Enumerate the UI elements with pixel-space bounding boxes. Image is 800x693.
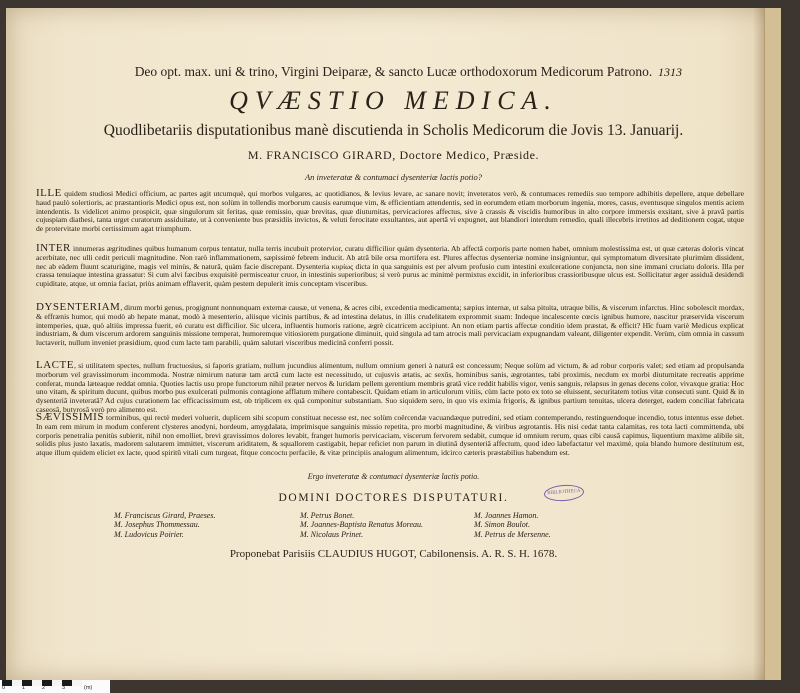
- paragraph-3: [36, 303, 744, 348]
- paragraph-initial: DYSENTERIAM: [36, 301, 121, 313]
- paragraph-2: [36, 244, 744, 289]
- paragraph-5: [36, 413, 744, 458]
- paragraph-4: [36, 361, 744, 415]
- ruler-label: (m): [84, 685, 93, 691]
- subtitle: Quodlibetariis disputationibus manè discutienda in Scholis Medicorum die Jovis 13. Januarij.: [103, 122, 684, 139]
- document-page: [6, 8, 781, 680]
- paragraph-initial: INTER: [36, 242, 71, 254]
- ruler-label: 3: [62, 685, 66, 691]
- dedication-line: Deo opt. max. uni & trino, Virgini Deiparæ, & sancto Lucæ orthodoxorum Medicorum Patrono.: [134, 64, 653, 79]
- doctor-name: M. Simon Boulot.: [474, 520, 530, 530]
- paragraph-text: , si utilitatem spectes, nullum fructuosius, si faporis gratiam, nullum jucundius alimentum, nullum omnium generi à naturâ est concessum; Neque solùm ad victum, & ad robur corporis valet; sed etiam ad propulsanda morborum vel gravissimorum incommoda. Nostræ nimirum naturæ tam arctâ cum lacte est necessitudo, ut cujusvis ætatis, ac sexûs, hominibus sanis, ægrotantes, tabi proximis, necdum ex morbi diuturnitate recreatis apprime conferat, munda læteaque reddat omnia. Quoties lactis usu prope functorum nihil præter nervos & luridam pellem gerentium membris gratâ vice reddit habilis vigor, venis sanguis, relapsus in genas decens color, vivaxque gratia: Hoc uno vitam, & spiritum ducunt, quibus morbo pus exulcerati pulmonis contagione afflatum mihere contabescit. Quidam etiam in articulorum vitiis, cùm lacte poto ex toto se eluissent, securitatem totius vitæ consecuti sunt. Quid & in dysenteriâ inveteratâ? Ad cujus curationem lac efficacissimum est, ob triplicem ex quâ componitur substantiam. Suo siquidem sero, in quo vis eximia frigoris, & ignibus partium tenuitas, ulcera deterget, eadem conciliat fabricata caseosâ, butyrosâ verò pro alimento est.: [36, 361, 744, 414]
- paragraph-initial: ILLE: [36, 187, 62, 199]
- proponebat-line: Proponebat Parisiis CLAUDIUS HUGOT, Cabilonensis. A. R. S. H. 1678.: [229, 548, 558, 560]
- doctor-name: M. Joannes Hamon.: [474, 511, 539, 520]
- doctor-name: M. Nicolaus Prinet.: [300, 529, 364, 539]
- conclusion-line: Ergo inveteratæ & contumaci dysenteriæ lactis potio.: [307, 472, 480, 481]
- paragraph-text: torminibus, qui rectè mederi voluerit, duplicem sibi scopum constituat necesse est, nec solùm coërcendæ vacuandæque putredini, sed etiam contemperando, restinguendoque incendio, totus intentus esse debet. In eam rem mirum in modum conferent clysteres anodyni, hordeum, amygdalata, imprimisque sanguinis missio repetita, pro morbi magnitudine, & viribus ægrotantis. His nisi cedat tanta calamitas, res tota lacti committenda, ubi corporis penetralia penitùs subierit, nihil non emolliet, brevi gravissimos dolores levabit, franget humoris pervicaciam, viscerum fervorem sedabit, cumque id omnium rerum, quas cibi causâ capimus, liquentium maxime alibile sit, solidis plus justo laxatis, madorem salutarem immittet, viscerum ariditatem, & squallorem castigabit, hepar reficiet non parum in diutinâ dysenteriâ affectum, quod ideo labefactatur vel maximè, quia blando humore destitutum est, atque illum quidem eliciet ex lacte, quod spiritû vitali cum turgeat, fitque concoctu perfacile, & vitæ principiis analogum alimentum, idcirco cæteris præstabilius habendum est.: [36, 413, 744, 458]
- thesis-question: An inveteratæ & contumaci dysenteriæ lactis potio?: [304, 172, 483, 182]
- doctores-column-2: [300, 511, 423, 539]
- paragraph-text: , dirum morbi genus, progignunt nonnunquam externæ causæ, ut venena, & acres cibi, excedentia medicamenta; sæpius internæ, ut salsa pituita, utraque bilis, & viscerum infarctus. Hinc sobolescit mordax, & effrænis humor, qui modò ab hepate manat, modò à mesenterio, aliisque vicinis partibus, & ad intestina delatus, in illis crudelitatem exprommit suam: Indeque incalescente cœcis ignibus humore, nascitur præservida viscerum intemperies, quæ, quò altiùs impressa fuerit, eò curatu est difficilior. Sic ulcera, influentis humoris ratione, ægrè cicatricem accipiunt. An non etiam partis affectæ conditio idem præstat, & efficit? Hîc fuam variè Medicus explicat industriam, & dum viscerum ardorem sanguinis missione temperat, humoremque vitiosiorem purgatione diminuit, quid singula ad tam atrocis mali pervicaciam expugnandam valeant, diligenter expendit. Verùm, cùm omnia in cassum luctaverit, nullum inveniet præsidium, quod cum lacte tam parabili, quàm salutari visceribus medicinâ conferri possit.: [36, 303, 744, 348]
- ruler-segment: [52, 680, 62, 686]
- ruler-label: 1: [22, 685, 26, 691]
- paragraph-initial: SÆVISSIMIS: [36, 411, 104, 423]
- praeses-line: M. FRANCISCO GIRARD, Doctore Medico, Præside.: [247, 148, 540, 162]
- doctor-name: M. Petrus Bonet.: [300, 511, 355, 520]
- ruler-segment: [12, 680, 22, 686]
- page-number: 1313: [658, 65, 682, 79]
- page-title: QVÆSTIO MEDICA.: [229, 86, 558, 115]
- ruler-label: 2: [42, 685, 46, 691]
- paragraph-text: innumeras ægritudines quibus humanum corpus tentatur, nulla terris incubuit protervior, curatu difficilior quàm dysenteria. Ab affectâ corporis parte nomen habet, omnium molestissima est, ut quæ cæteras doloris vincat acerbitate, nec ulli cedit periculi magnitudine. Non rarò inflammationem, sæpissimè febrem inducit. Ab atrâ bile orsa mortifera est. Plures affectus dysenteriæ nomine insigniuntur, qui symptomatum diversitate plurimùm dissident, nec ab eàdem fluunt scaturigine, magis vel minùs, & naturâ, quàm facie discrepant. Dysenteria κυρίως dicta in qua sanguinis est per alvum profusio cum intestini exulceratione conjuncta, non sine immani cruciatu doloris. Illa per crassa tenuiaque intestina grassatur: Si cum alvi fæcibus exquisitè permisceatur cruor, in intestinis superioribus; si verò purus ac minimè permixtus excidit, in inferioribus crassioribusque ulcus est. Sollicitatur æger assiduâ desidendi cupiditate, atque, ut omnia faciat, priùs animam efflaverit, quàm pestem depulerit imis conceptam visceribus.: [36, 244, 744, 289]
- ruler-segment: [32, 680, 42, 686]
- paragraph-initial: LACTE: [36, 359, 74, 371]
- doctor-name: M. Franciscus Girard, Praeses.: [114, 511, 216, 520]
- doctor-name: M. Josephus Thommessau.: [114, 520, 200, 530]
- doctor-name: M. Joannes-Baptista Renatus Moreau.: [300, 520, 424, 530]
- doctores-heading: DOMINI DOCTORES DISPUTATURI.: [278, 492, 509, 504]
- doctor-name: M. Petrus de Mersenne.: [474, 529, 551, 539]
- scale-ruler: [0, 680, 110, 693]
- doctores-column-1: [114, 511, 215, 539]
- paragraph-1: [36, 189, 744, 234]
- ruler-segment: [72, 680, 82, 686]
- ruler-label: 0: [2, 685, 6, 691]
- stamp-text: BIBLIOTHECA: [547, 488, 581, 497]
- doctor-name: M. Ludovicus Poirier.: [114, 529, 184, 539]
- paragraph-text: quidem studiosi Medici officium, ac partes agit utcumquè, qui morbos vulgares, ac quotidianos, & levius levare, ac sanare novit; inveteratos verò, & contumaces remediis suo tempore adhibitis depellere, atque debellare haud paulò solertioris, ac præstantioris Medici opus est, non solùm in tollendis morborum causis earumque vim, & efficientiam attendentis, sed in eorumdem etiam morborum ingenia, mores, casus, eventusque singulos mentis aciem intendentis. Is videlicet animo prospicit, quæ singulorum sit feritas, quæ remissio, quæ brevitas, quæ diuturnitas, pervicaciores affectus, sive à crassis & viscidis humoribus in alto corpore immersis exsitant, sive à pravâ partis cujuspiam diathesi, tanta urget curatorum assiduitate, ut à conveniente bus præsidiis invictos, & veluti ferocitate exsultantes, aut apertâ vi expugnet, aut blandiori interdum remedio, quali illecebris irretitos ad deditionem cogat, utque de protervitate morbi certissimum agat triumphum.: [36, 189, 744, 234]
- doctores-column-3: [474, 511, 551, 539]
